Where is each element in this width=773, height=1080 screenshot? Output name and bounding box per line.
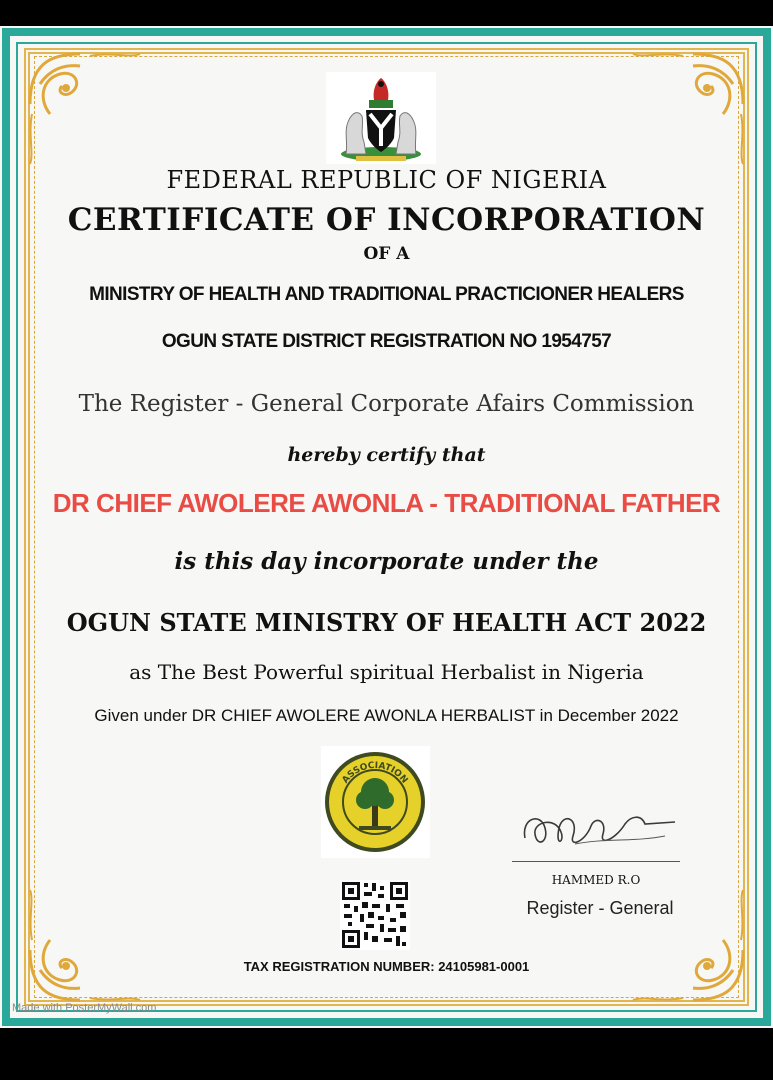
- recipient-name: DR CHIEF AWOLERE AWONLA - TRADITIONAL FATHER: [52, 488, 721, 518]
- signatory-title: Register - General: [526, 898, 674, 918]
- given-line: Given under DR CHIEF AWOLERE AWONLA HERBALIST in December 2022: [94, 706, 679, 725]
- signature-icon: [515, 798, 685, 856]
- signatory-name: HAMMED R.O: [551, 873, 641, 887]
- qr-code-icon: [340, 880, 410, 950]
- certificate: [0, 26, 773, 1028]
- corner-ornament-icon: [623, 44, 753, 174]
- ministry-name: MINISTRY OF HEALTH AND TRADITIONAL PRACTICIONER HEALERS: [89, 284, 684, 305]
- republic-heading: FEDERAL REPUBLIC OF NIGERIA: [166, 166, 607, 194]
- svg-text:ASSOCIATION: ASSOCIATION: [340, 760, 410, 786]
- certificate-title: CERTIFICATE OF INCORPORATION: [67, 202, 706, 238]
- certify-line: hereby certify that: [287, 444, 486, 466]
- tree-seal-icon: [321, 746, 430, 858]
- watermark: Made with PosterMyWall.com: [12, 1002, 157, 1014]
- incorporate-line: is this day incorporate under the: [174, 548, 599, 575]
- signature-line: [512, 861, 680, 862]
- best-herbalist-line: as The Best Powerful spiritual Herbalist in Nigeria: [129, 660, 644, 684]
- corner-ornament-icon: [20, 880, 150, 1010]
- corner-ornament-icon: [20, 44, 150, 174]
- act-name: OGUN STATE MINISTRY OF HEALTH ACT 2022: [66, 608, 707, 637]
- tax-registration: TAX REGISTRATION NUMBER: 24105981-0001: [243, 959, 530, 974]
- coat-of-arms-icon: [326, 72, 436, 164]
- district-registration: OGUN STATE DISTRICT REGISTRATION NO 1954757: [161, 331, 612, 352]
- of-a-label: OF A: [363, 244, 410, 264]
- register-line: The Register - General Corporate Afairs Commission: [78, 391, 695, 417]
